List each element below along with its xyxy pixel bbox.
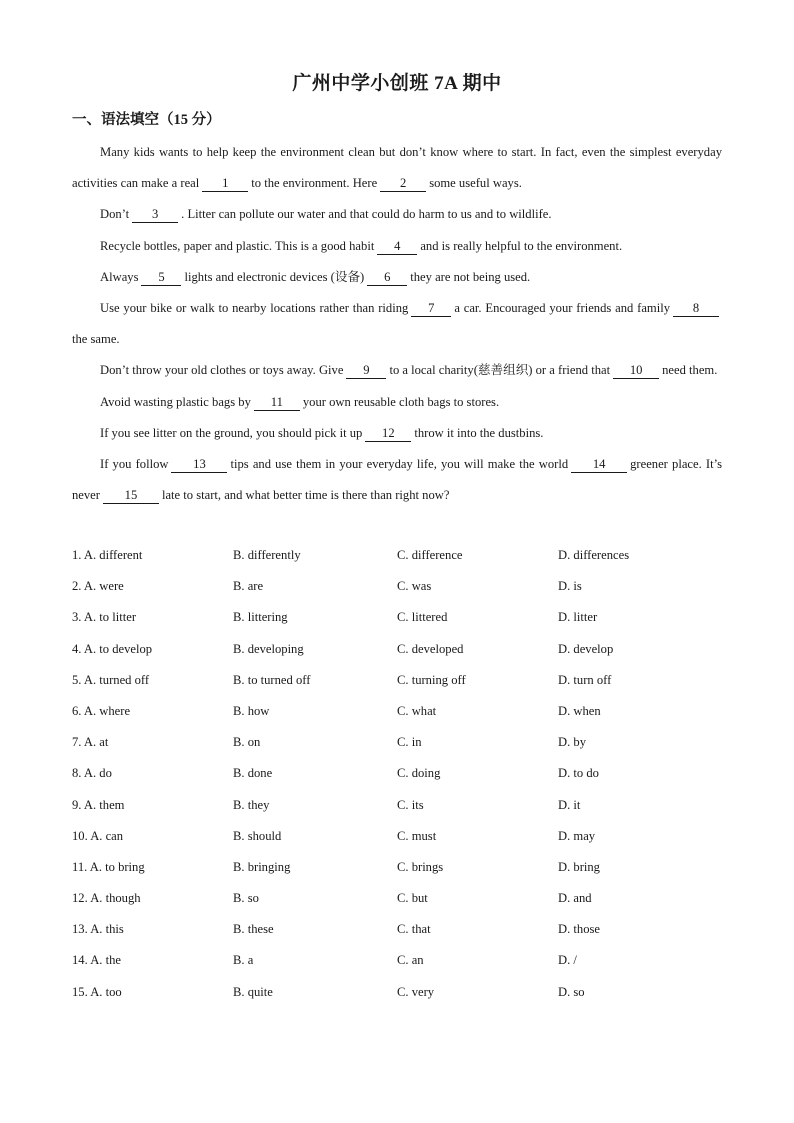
option-b: B. developing	[233, 641, 304, 656]
option-a: 9. A. them	[72, 797, 125, 812]
option-c: C. in	[397, 735, 422, 750]
option-c: C. littered	[397, 610, 448, 625]
option-a: 2. A. were	[72, 579, 124, 594]
option-c: C. an	[397, 953, 424, 968]
option-b: B. how	[233, 703, 270, 718]
option-a: 7. A. at	[72, 735, 109, 750]
option-a: 8. A. do	[72, 766, 112, 781]
question-row	[72, 696, 732, 727]
option-a: 10. A. can	[72, 828, 124, 843]
option-d: D. bring	[558, 859, 600, 874]
passage-paragraph-1	[72, 137, 722, 199]
option-b: B. should	[233, 828, 282, 843]
option-c: C. difference	[397, 548, 463, 562]
passage-text: Use your bike or walk to nearby locations rather than riding	[100, 301, 409, 316]
option-d: D. may	[558, 828, 596, 843]
option-a: 6. A. where	[72, 703, 131, 718]
question-row	[72, 727, 732, 758]
blank-10: 10	[613, 362, 659, 379]
blank-14: 14	[571, 456, 627, 473]
question-row	[72, 571, 732, 602]
passage-text: Always	[100, 269, 139, 284]
option-a: 13. A. this	[72, 922, 124, 937]
option-a: 11. A. to bring	[72, 859, 145, 874]
option-d: D. it	[558, 797, 581, 812]
question-row	[72, 540, 732, 571]
option-b: B. on	[233, 735, 261, 750]
passage-text: they are not being used.	[410, 269, 531, 284]
option-d: D. so	[558, 984, 585, 999]
option-d: D. those	[558, 922, 600, 937]
passage-paragraph-5	[72, 293, 722, 355]
passage-text: some useful ways.	[429, 176, 522, 191]
passage-text: . Litter can pollute our water and that could do harm to us and to wildlife.	[181, 207, 552, 222]
passage-paragraph-6	[72, 355, 722, 386]
option-a: 15. A. too	[72, 984, 122, 999]
passage-text: If you see litter on the ground, you should pick it up	[100, 425, 363, 440]
passage-text: Many kids wants to help keep the environment clean but don’t know where to start. In fact, even the simplest everyday activities can make a real	[72, 145, 722, 191]
question-row	[72, 634, 732, 665]
blank-15: 15	[103, 487, 159, 504]
blank-8: 8	[673, 300, 719, 317]
blank-4: 4	[377, 238, 417, 255]
passage-text: throw it into the dustbins.	[414, 425, 544, 440]
question-row	[72, 852, 732, 883]
section-heading: 一、语法填空（15 分）	[72, 112, 221, 128]
option-c: C. developed	[397, 641, 464, 656]
option-d: D. turn off	[558, 672, 612, 687]
option-b: B. bringing	[233, 859, 291, 874]
passage-text: a car. Encouraged your friends and family	[454, 301, 671, 316]
blank-7: 7	[411, 300, 451, 317]
passage-paragraph-4	[72, 262, 722, 293]
passage-text: your own reusable cloth bags to stores.	[302, 394, 500, 409]
passage-text: to the environment. Here	[251, 176, 378, 191]
option-d: D. is	[558, 579, 582, 594]
option-c: C. but	[397, 891, 428, 906]
question-row	[72, 977, 732, 1008]
passage-paragraph-7	[72, 387, 722, 418]
cloze-passage	[72, 137, 722, 511]
option-a: 4. A. to develop	[72, 641, 153, 656]
option-b: B. a	[233, 953, 254, 968]
blank-12: 12	[365, 425, 411, 442]
question-row	[72, 665, 732, 696]
option-b: B. are	[233, 579, 264, 594]
option-b: B. done	[233, 766, 273, 781]
option-d: D. and	[558, 891, 592, 906]
question-row	[72, 883, 732, 914]
option-b: B. quite	[233, 984, 273, 999]
passage-text: the same.	[72, 332, 120, 347]
option-c: C. brings	[397, 859, 444, 874]
option-a: 12. A. though	[72, 891, 141, 906]
passage-text: late to start, and what better time is there than right now?	[161, 488, 450, 503]
question-row	[72, 914, 732, 945]
passage-text: Recycle bottles, paper and plastic. This is a good habit	[100, 238, 375, 253]
option-d: D. when	[558, 703, 601, 718]
option-c: C. must	[397, 828, 437, 843]
option-a: 3. A. to litter	[72, 610, 137, 625]
option-b: B. they	[233, 797, 270, 812]
blank-2: 2	[380, 175, 426, 192]
option-d: D. differences	[558, 548, 630, 562]
passage-text: to a local charity(慈善组织) or a friend that	[389, 363, 611, 378]
blank-11: 11	[254, 394, 300, 411]
option-b: B. these	[233, 922, 274, 937]
question-row	[72, 602, 732, 633]
blank-3: 3	[132, 206, 178, 223]
option-a: 14. A. the	[72, 953, 121, 968]
answer-options	[72, 540, 732, 1008]
blank-9: 9	[346, 362, 386, 379]
blank-1: 1	[202, 175, 248, 192]
option-a: 1. A. different	[72, 548, 143, 562]
passage-text: Don’t throw your old clothes or toys away. Give	[100, 363, 344, 378]
option-c: C. that	[397, 922, 431, 937]
passage-text: need them.	[662, 363, 718, 378]
passage-text: and is really helpful to the environment.	[420, 238, 623, 253]
passage-text: greener place. It’s never	[72, 457, 722, 503]
passage-paragraph-3	[72, 231, 722, 262]
option-d: D. by	[558, 735, 586, 750]
question-row	[72, 790, 732, 821]
passage-text: tips and use them in your everyday life, you will make the world	[230, 457, 569, 472]
page-title: 广州中学小创班 7A 期中	[292, 73, 502, 94]
passage-text: lights and electronic devices (设备)	[184, 269, 365, 284]
option-c: C. doing	[397, 766, 441, 781]
passage-paragraph-9	[72, 449, 722, 511]
option-c: C. was	[397, 579, 432, 594]
option-c: C. its	[397, 797, 424, 812]
option-d: D. /	[558, 953, 577, 968]
passage-text: Don’t	[100, 207, 130, 222]
option-d: D. litter	[558, 610, 598, 625]
blank-13: 13	[171, 456, 227, 473]
passage-text: Avoid wasting plastic bags by	[100, 394, 251, 409]
option-d: D. to do	[558, 766, 599, 781]
question-row	[72, 758, 732, 789]
option-b: B. differently	[233, 548, 301, 562]
option-c: C. turning off	[397, 672, 466, 687]
question-row	[72, 821, 732, 852]
blank-6: 6	[367, 269, 407, 286]
blank-5: 5	[141, 269, 181, 286]
passage-paragraph-2	[72, 199, 722, 230]
option-b: B. so	[233, 891, 259, 906]
passage-text: If you follow	[100, 457, 169, 472]
option-d: D. develop	[558, 641, 614, 656]
option-c: C. very	[397, 984, 435, 999]
option-b: B. to turned off	[233, 672, 311, 687]
option-c: C. what	[397, 703, 437, 718]
option-a: 5. A. turned off	[72, 672, 150, 687]
passage-paragraph-8	[72, 418, 722, 449]
option-b: B. littering	[233, 610, 288, 625]
question-row	[72, 945, 732, 976]
